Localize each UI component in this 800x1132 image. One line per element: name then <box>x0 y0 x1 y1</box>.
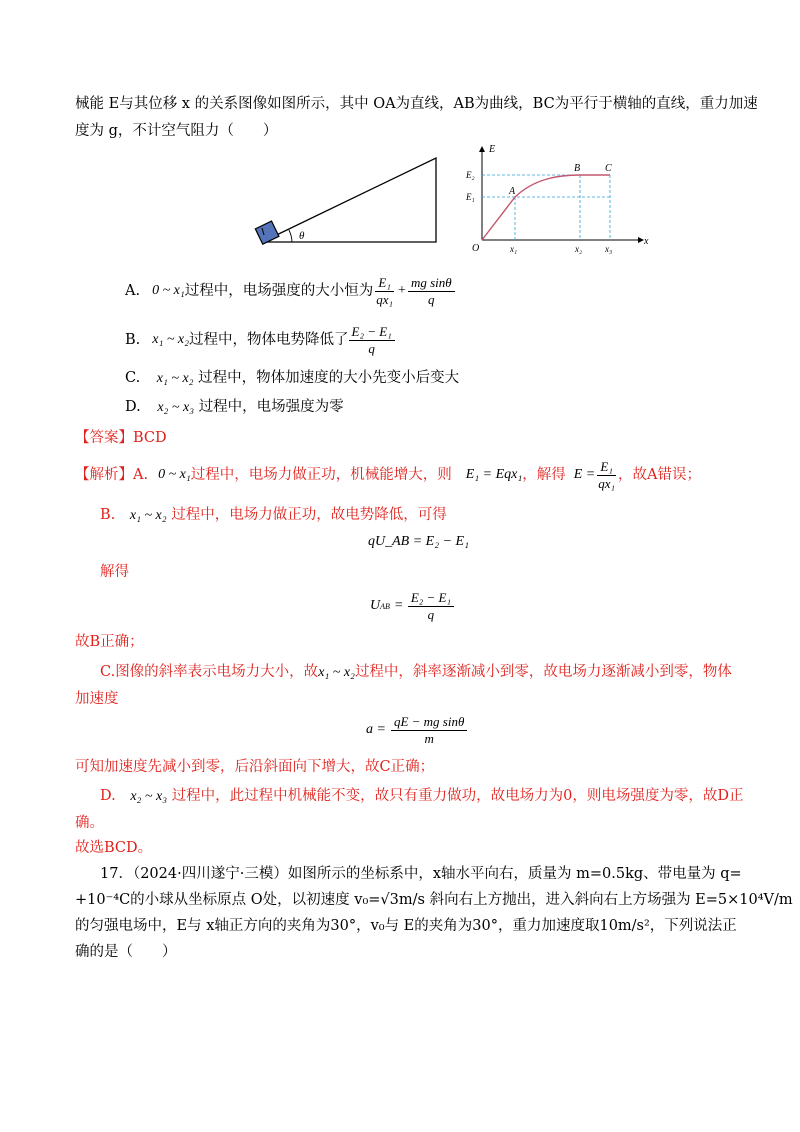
option-a-frac-1 <box>373 276 396 307</box>
analysis-c-text2: 过程中，斜率逐渐减小到零，故电场力逐渐减小到零，物体 <box>354 664 732 680</box>
q17-line-3: 的匀强电场中，E与 x轴正方向的夹角为30°，v₀与 E的夹角为30°，重力加速度取10m/s²，下列说法正 <box>75 918 737 934</box>
option-d-range: x₂ ~ x₃ <box>157 400 195 415</box>
analysis-b-solve: 解得 <box>100 564 129 580</box>
option-b-letter: B. <box>125 332 141 348</box>
frac-den: q <box>368 340 375 356</box>
frac-den: q <box>428 291 435 307</box>
eq2-eq: = <box>394 598 403 613</box>
frac-den: q <box>427 606 435 622</box>
block <box>255 221 279 244</box>
energy-curve <box>482 175 610 240</box>
analysis-c-letter: C. <box>100 664 116 680</box>
analysis-b-eq2 <box>370 586 454 626</box>
option-b-range: x₁ ~ x₂ <box>152 332 190 347</box>
frac-den: qx₁ <box>376 291 394 307</box>
answer-label: 【答案】 <box>75 430 133 446</box>
option-a-frac-2 <box>408 276 455 307</box>
x2-label: x₂ <box>575 244 583 254</box>
analysis-d-range: x₂ ~ x₃ <box>130 789 168 804</box>
analysis-c-eq <box>366 710 467 750</box>
angle-label: θ <box>299 230 305 242</box>
analysis-b-range: x₁ ~ x₂ <box>129 508 167 523</box>
point-c-label: C <box>605 163 612 174</box>
option-b-frac <box>349 325 395 356</box>
frac-num: mg sinθ <box>408 276 455 292</box>
x1-label: x₁ <box>510 244 518 254</box>
analysis-d-text1: 过程中，此过程中机械能不变，故只有重力做功，故电场力为0，则电场强度为零，故D正 <box>171 788 744 804</box>
analysis-c-text4: 可知加速度先减小到零，后沿斜面向下增大，故C正确； <box>75 759 435 775</box>
option-d[interactable] <box>125 397 344 418</box>
incline-triangle <box>262 158 436 242</box>
analysis-b-text: 过程中，电场力做正功，故电势降低，可得 <box>171 507 447 523</box>
option-d-letter: D. <box>125 399 141 415</box>
frac-num: E₁ <box>597 460 615 476</box>
eq2-sub: AB <box>380 601 390 611</box>
eq2-lhs: U <box>370 598 381 613</box>
q17-line-2: +10⁻⁴C的小球从坐标原点 O处，以初速度 v₀=√3m/s 斜向右上方抛出，进入斜向右上方场强为 E=5×10⁴V/m <box>75 892 793 908</box>
analysis-c-frac <box>391 715 467 746</box>
frac-den: m <box>424 730 434 746</box>
analysis-a-lhs: E = <box>573 467 596 482</box>
analysis-a-range: 0 ~ x₁ <box>158 467 191 482</box>
option-a[interactable] <box>125 271 455 311</box>
analysis-b-letter: B. <box>100 507 116 523</box>
analysis-a <box>75 455 701 495</box>
e2-label: E₂ <box>466 170 475 180</box>
c-eq-lhs: a = <box>366 722 386 737</box>
analysis-b-conclusion: 故B正确； <box>75 634 144 650</box>
frac-num: E₂ − E₁ <box>349 325 395 341</box>
analysis-c-range: x₁ ~ x₂ <box>318 665 355 680</box>
x-label: x <box>644 236 649 247</box>
analysis-final: 故选BCD。 <box>75 840 153 856</box>
option-c-range: x₁ ~ x₂ <box>156 371 194 386</box>
answer-value: BCD <box>133 430 167 446</box>
q17-line-1: 17．（2024·四川遂宁·三模）如图所示的坐标系中，x轴水平向右，质量为 m=0.5kg、带电量为 q= <box>100 866 742 882</box>
angle-arc <box>289 230 292 242</box>
option-c-letter: C. <box>125 370 141 386</box>
point-b-label: B <box>574 163 581 174</box>
analysis-b <box>100 505 447 526</box>
analysis-label: 【解析】 <box>75 467 133 483</box>
intro-line-1: 械能 E与其位移 x 的关系图像如图所示，其中 OA为直线，AB为曲线，BC为平行于横轴的直线，重力加速 <box>75 96 758 112</box>
y-axis-arrow <box>479 146 485 152</box>
analysis-a-text: 过程中，电场力做正功，机械能增大，则 <box>190 467 452 483</box>
answer <box>75 428 167 448</box>
frac-num: E₁ <box>375 276 393 292</box>
point-a-label: A <box>509 186 516 197</box>
analysis-b-eq1: qU_AB = E₂ − E₁ <box>368 534 469 549</box>
analysis-d-text2: 确。 <box>75 815 104 831</box>
option-d-text: 过程中，电场强度为零 <box>198 399 344 415</box>
origin-label: O <box>472 243 480 254</box>
analysis-a-solve: ，解得 <box>522 467 566 483</box>
analysis-d-letter: D. <box>100 788 116 804</box>
frac-num: qE − mg sinθ <box>391 715 467 731</box>
option-a-letter: A. <box>125 283 141 299</box>
analysis-a-frac <box>595 460 618 491</box>
option-c[interactable] <box>125 368 459 389</box>
option-b-text: 过程中，物体电势降低了 <box>189 332 349 348</box>
intro-line-2: 度为 g，不计空气阻力（ ） <box>75 123 278 139</box>
energy-graph <box>460 140 660 258</box>
y-label: E <box>489 144 496 155</box>
analysis-a-letter: A. <box>133 467 149 483</box>
analysis-c <box>100 662 732 683</box>
analysis-a-eq: E₁ = Eqx₁ <box>465 467 523 482</box>
x3-label: x₃ <box>605 244 613 254</box>
analysis-c-text3: 加速度 <box>75 691 119 707</box>
option-a-text: 过程中，电场强度的大小恒为 <box>184 283 374 299</box>
option-a-range: 0 ~ x₁ <box>152 283 185 298</box>
option-a-plus: + <box>398 283 406 298</box>
option-b[interactable] <box>125 320 395 360</box>
analysis-b-frac <box>408 591 454 622</box>
q17-line-4: 确的是（ ） <box>75 944 177 960</box>
frac-num: E₂ − E₁ <box>408 591 454 607</box>
analysis-d <box>100 786 744 807</box>
analysis-c-text1: 图像的斜率表示电场力大小，故 <box>115 664 319 680</box>
incline-figure <box>250 150 445 250</box>
e1-label: E₁ <box>466 192 475 202</box>
analysis-a-end: ，故A错误； <box>618 467 702 483</box>
option-c-text: 过程中，物体加速度的大小先变小后变大 <box>198 370 460 386</box>
frac-den: qx₁ <box>598 475 616 491</box>
